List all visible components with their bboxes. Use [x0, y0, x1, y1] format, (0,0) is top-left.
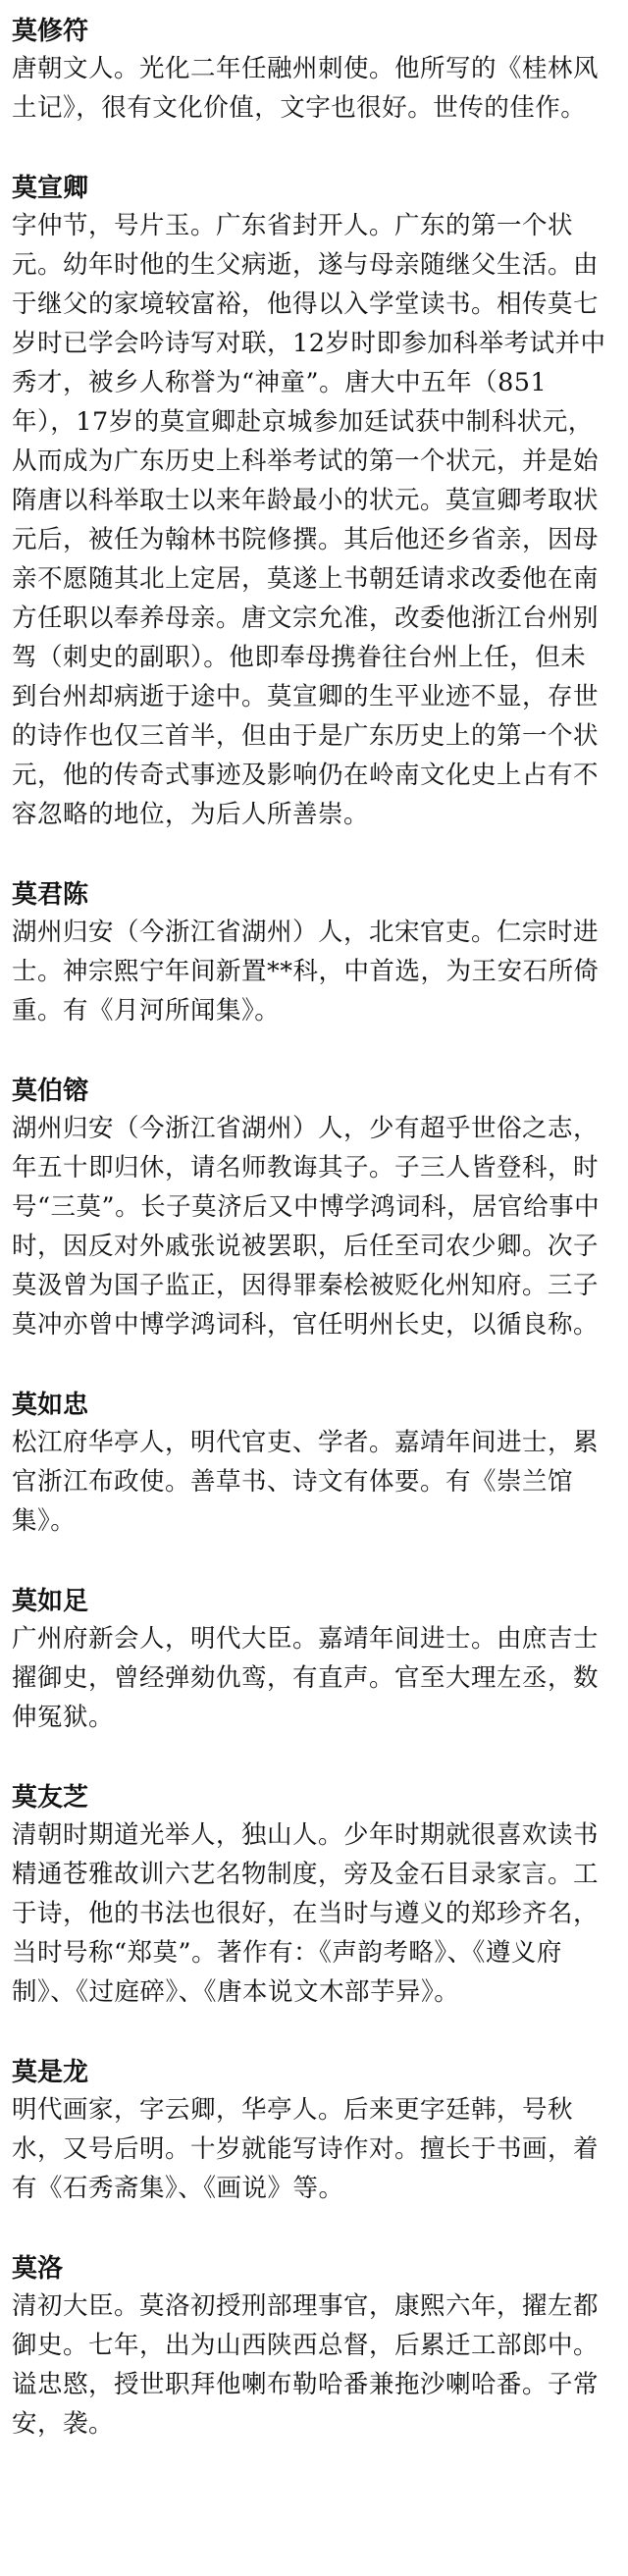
entry-text: 湖州归安（今浙江省湖州）人，北宋官吏。仁宗时进士。神宗熙宁年间新置**科，中首选，为王安石所倚重。有《月河所闻集》。	[12, 918, 600, 1025]
entry-mo-borong	[12, 1074, 610, 1344]
entry-title: 莫宣卿	[12, 174, 89, 203]
entry-title: 莫伯镕	[12, 1077, 89, 1106]
entry-text: 广州府新会人，明代大臣。嘉靖年间进士。由庶吉士擢御史，曾经弹劾仇鸾，有直声。官至大理左丞，数伸冤狱。	[12, 1624, 600, 1732]
entry-title: 莫是龙	[12, 2058, 89, 2087]
entry-mo-youzhi	[12, 1780, 610, 2012]
entry-mo-shilong	[12, 2055, 610, 2208]
entry-mo-ruzu	[12, 1584, 610, 1737]
entry-title: 莫君陈	[12, 880, 89, 910]
surname-document	[12, 14, 610, 2444]
entry-text: 字仲节，号片玉。广东省封开人。广东的第一个状元。幼年时他的生父病逝，遂与母亲随继父生活。由于继父的家境较富裕，他得以入学堂读书。相传莫七岁时已学会吟诗写对联，12岁时即参加科举考试并中秀才，被乡人称誉为“神童”。唐大中五年（851年），17岁的莫宣卿赴京城参加廷试获中制科状元，从而成为广东历史上科举考试的第一个状元，并是始隋唐以科举取士以来年龄最小的状元。莫宣卿考取状元后，被任为翰林书院修撰。其后他还乡省亲，因母亲不愿随其北上定居，莫遂上书朝廷请求改委他在南方任职以奉养母亲。唐文宗允准，改委他浙江台州别驾（刺史的副职）。他即奉母携眷往台州上任，但未到台州却病逝于途中。莫宣卿的生平业迹不显，存世的诗作也仅三首半，但由于是广东历史上的第一个状元，他的传奇式事迹及影响仍在岭南文化史上占有不容忽略的地位，为后人所善崇。	[12, 211, 606, 829]
entry-title: 莫修符	[12, 17, 89, 46]
entry-text: 唐朝文人。光化二年任融州刺使。他所写的《桂林风土记》，很有文化价值，文字也很好。世传的佳作。	[12, 54, 600, 123]
entry-mo-junchen	[12, 877, 610, 1030]
entry-text: 明代画家，字云卿，华亭人。后来更字廷韩，号秋水，又号后明。十岁就能写诗作对。擅长于书画，着有《石秀斋集》、《画说》等。	[12, 2095, 600, 2203]
entry-text: 清初大臣。莫洛初授刑部理事官，康熙六年，擢左都御史。七年，出为山西陕西总督，后累迁工部郎中。谥忠愍，授世职拜他喇布勒哈番兼拖沙喇哈番。子常安，袭。	[12, 2291, 600, 2439]
entry-title: 莫洛	[12, 2254, 64, 2284]
entry-mo-xiufu	[12, 14, 610, 128]
entry-mo-xuanqing	[12, 171, 610, 834]
entry-mo-luo	[12, 2251, 610, 2444]
entry-mo-ruzhong	[12, 1388, 610, 1541]
entry-text: 湖州归安（今浙江省湖州）人，少有超乎世俗之志，年五十即归休，请名师教诲其子。子三人皆登科，时号“三莫”。长子莫济后又中博学鸿词科，居官给事中时，因反对外戚张说被罢职，后任至司农少卿。次子莫汲曾为国子监正，因得罪秦桧被贬化州知府。三子莫冲亦曾中博学鸿词科，官任明州长史，以循良称。	[12, 1114, 601, 1340]
entry-title: 莫友芝	[12, 1783, 89, 1813]
entry-text: 松江府华亭人，明代官吏、学者。嘉靖年间进士，累官浙江布政使。善草书、诗文有体要。有《崇兰馆集》。	[12, 1428, 600, 1536]
entry-text: 清朝时期道光举人，独山人。少年时期就很喜欢读书精通苍雅故训六艺名物制度，旁及金石目录家言。工于诗，他的书法也很好，在当时与遵义的郑珍齐名，当时号称“郑莫”。著作有：《声韵考略》、《遵义府制》、《过庭碎》、《唐本说文木部芋异》。	[12, 1820, 600, 2007]
entry-title: 莫如足	[12, 1587, 89, 1616]
entry-title: 莫如忠	[12, 1391, 89, 1420]
